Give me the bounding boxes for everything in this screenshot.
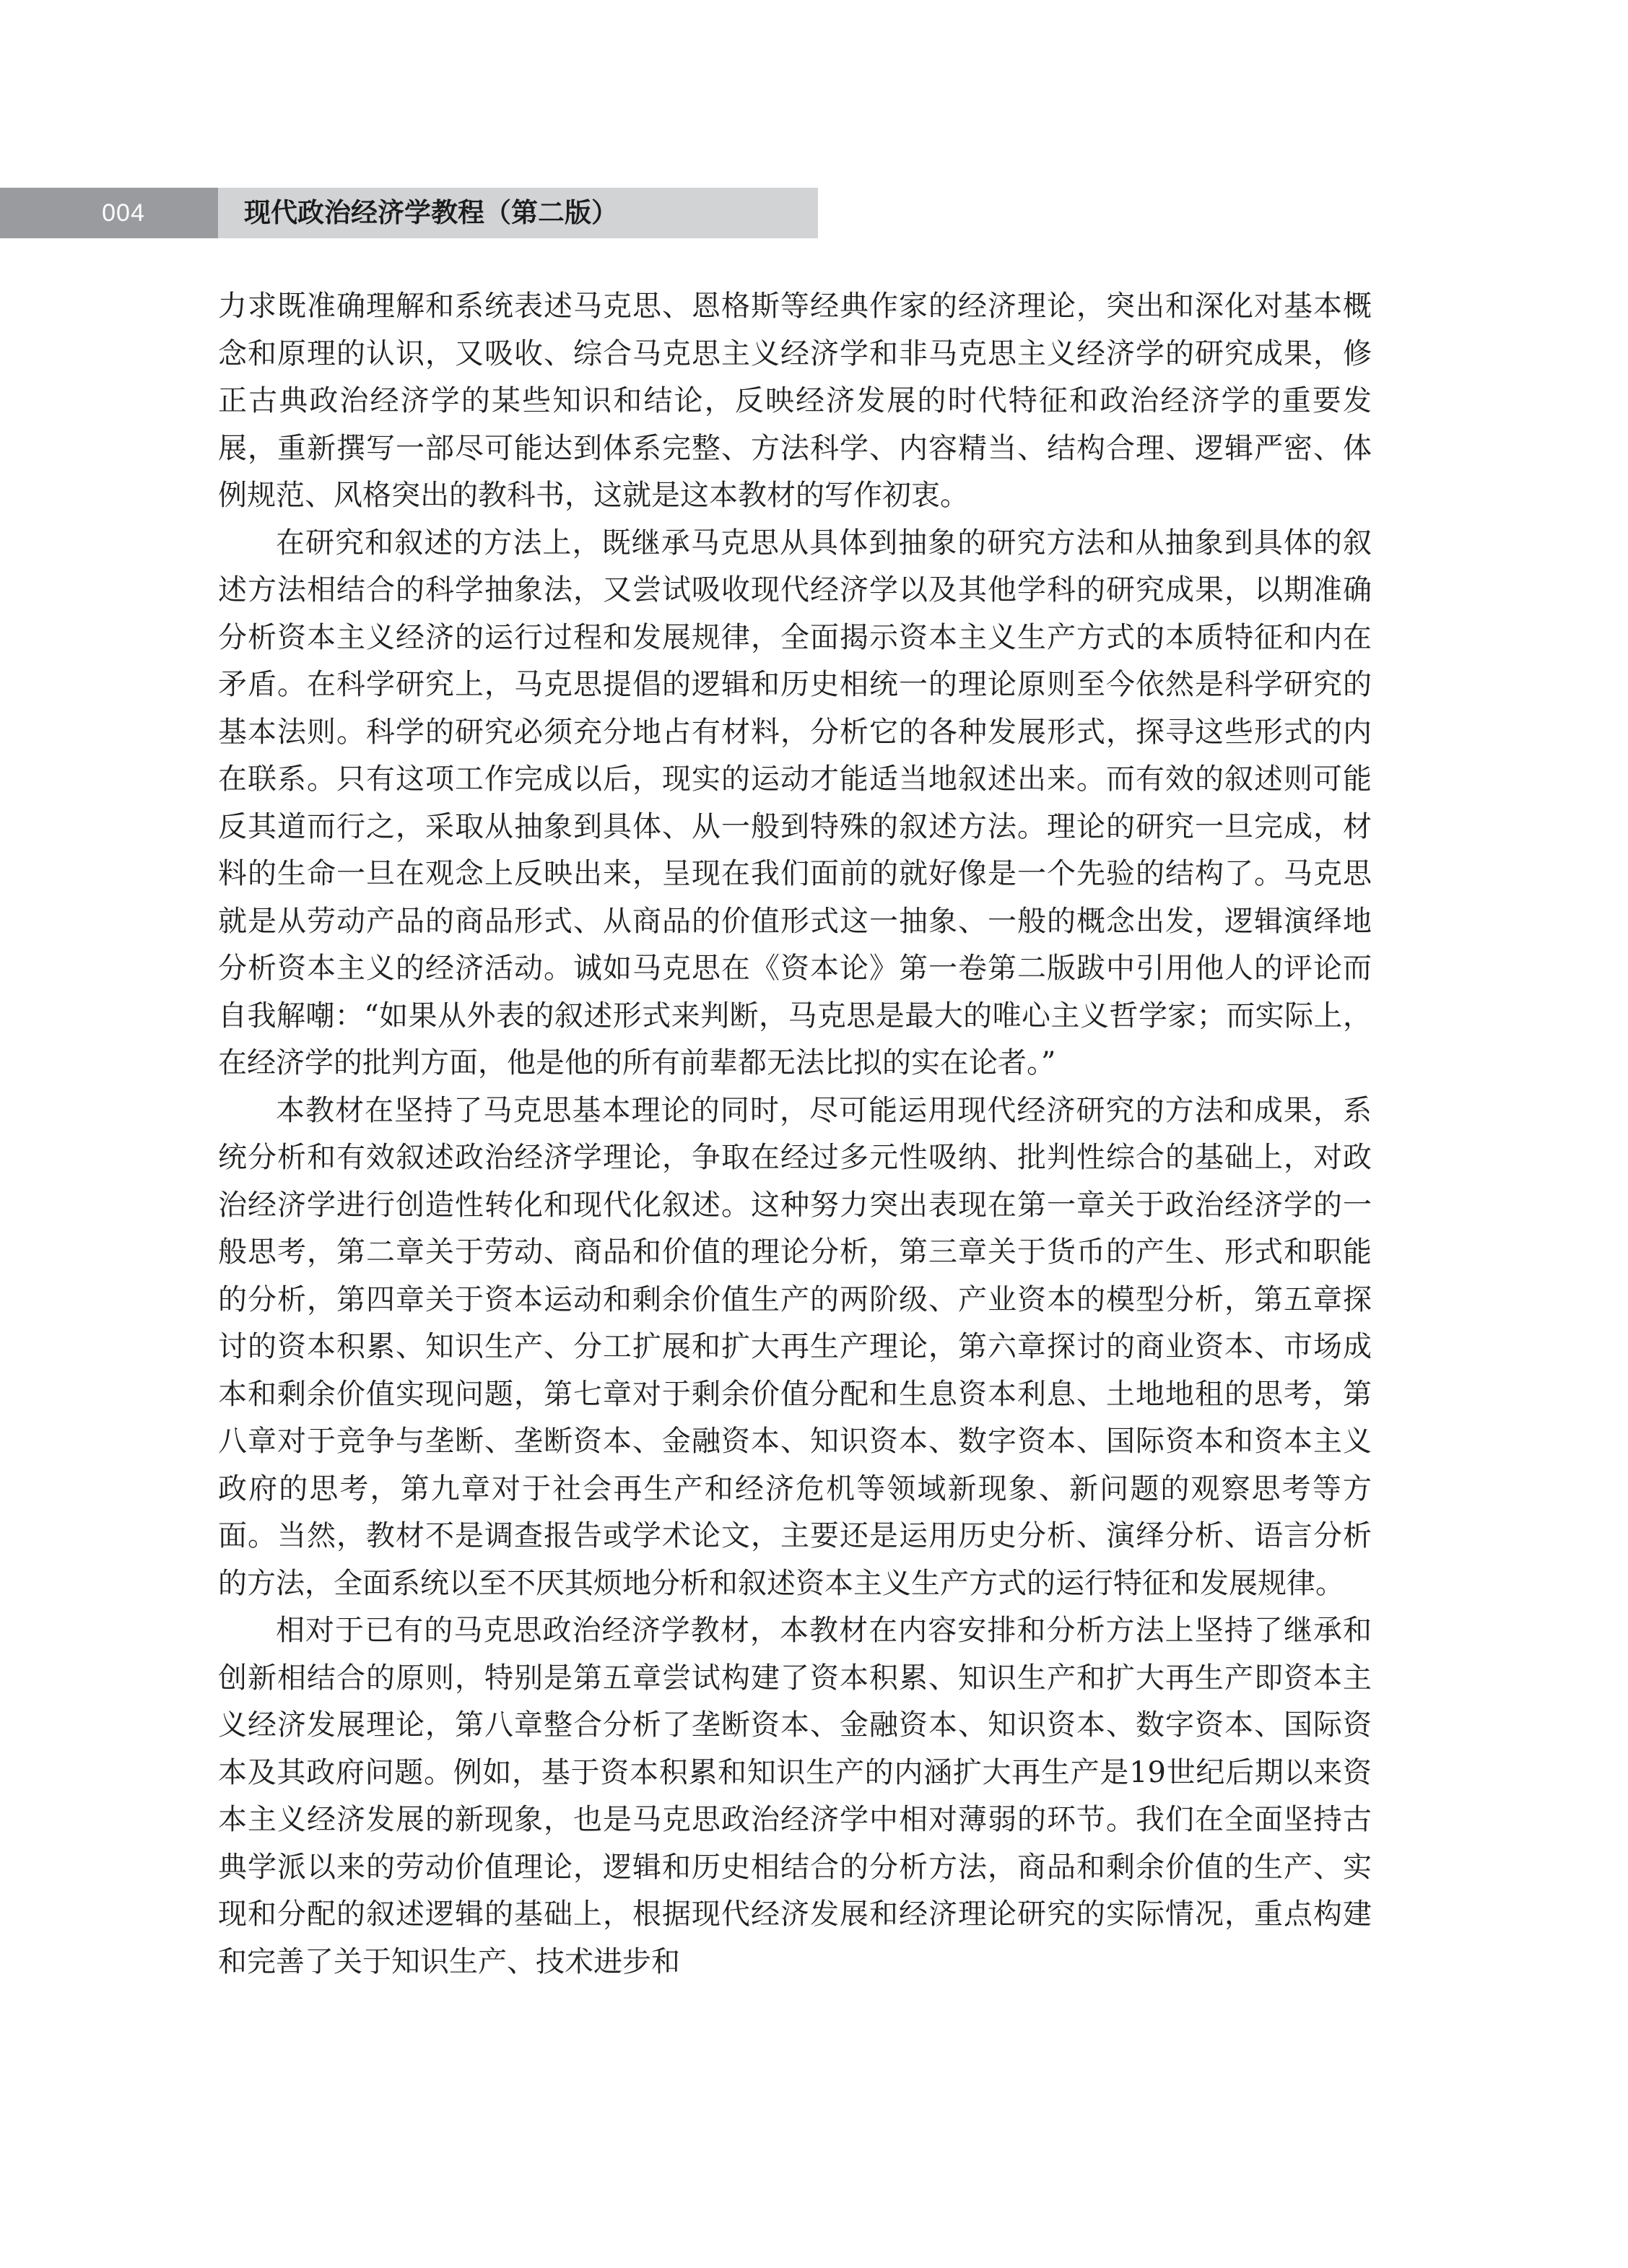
body-text <box>218 283 1372 1986</box>
paragraph-4: 相对于已有的马克思政治经济学教材，本教材在内容安排和分析方法上坚持了继承和创新相结合的原则，特别是第五章尝试构建了资本积累、知识生产和扩大再生产即资本主义经济发展理论，第八章整合分析了垄断资本、金融资本、知识资本、数字资本、国际资本及其政府问题。例如，基于资本积累和知识生产的内涵扩大再生产是19世纪后期以来资本主义经济发展的新现象，也是马克思政治经济学中相对薄弱的环节。我们在全面坚持古典学派以来的劳动价值理论，逻辑和历史相结合的分析方法，商品和剩余价值的生产、实现和分配的叙述逻辑的基础上，根据现代经济发展和经济理论研究的实际情况，重点构建和完善了关于知识生产、技术进步和 <box>218 1614 1372 1978</box>
book-title: 现代政治经济学教程（第二版） <box>244 197 618 228</box>
paragraph-1: 力求既准确理解和系统表述马克思、恩格斯等经典作家的经济理论，突出和深化对基本概念和原理的认识，又吸收、综合马克思主义经济学和非马克思主义经济学的研究成果，修正古典政治经济学的某些知识和结论，反映经济发展的时代特征和政治经济学的重要发展，重新撰写一部尽可能达到体系完整、方法科学、内容精当、结构合理、逻辑严密、体例规范、风格突出的教科书，这就是这本教材的写作初衷。 <box>218 290 1372 512</box>
paragraph-3: 本教材在坚持了马克思基本理论的同时，尽可能运用现代经济研究的方法和成果，系统分析和有效叙述政治经济学理论，争取在经过多元性吸纳、批判性综合的基础上，对政治经济学进行创造性转化和现代化叙述。这种努力突出表现在第一章关于政治经济学的一般思考，第二章关于劳动、商品和价值的理论分析，第三章关于货币的产生、形式和职能的分析，第四章关于资本运动和剩余价值生产的两阶级、产业资本的模型分析，第五章探讨的资本积累、知识生产、分工扩展和扩大再生产理论，第六章探讨的商业资本、市场成本和剩余价值实现问题，第七章对于剩余价值分配和生息资本利息、土地地租的思考，第八章对于竞争与垄断、垄断资本、金融资本、知识资本、数字资本、国际资本和资本主义政府的思考，第九章对于社会再生产和经济危机等领域新现象、新问题的观察思考等方面。当然，教材不是调查报告或学术论文，主要还是运用历史分析、演绎分析、语言分析的方法，全面系统以至不厌其烦地分析和叙述资本主义生产方式的运行特征和发展规律。 <box>218 1093 1372 1600</box>
page-number: 004 <box>102 199 145 227</box>
running-header <box>0 188 818 238</box>
paragraph-2: 在研究和叙述的方法上，既继承马克思从具体到抽象的研究方法和从抽象到具体的叙述方法相结合的科学抽象法，又尝试吸收现代经济学以及其他学科的研究成果，以期准确分析资本主义经济的运行过程和发展规律，全面揭示资本主义生产方式的本质特征和内在矛盾。在科学研究上，马克思提倡的逻辑和历史相统一的理论原则至今依然是科学研究的基本法则。科学的研究必须充分地占有材料，分析它的各种发展形式，探寻这些形式的内在联系。只有这项工作完成以后，现实的运动才能适当地叙述出来。而有效的叙述则可能反其道而行之，采取从抽象到具体、从一般到特殊的叙述方法。理论的研究一旦完成，材料的生命一旦在观念上反映出来，呈现在我们面前的就好像是一个先验的结构了。马克思就是从劳动产品的商品形式、从商品的价值形式这一抽象、一般的概念出发，逻辑演绎地分析资本主义的经济活动。诚如马克思在《资本论》第一卷第二版跋中引用他人的评论而自我解嘲：“如果从外表的叙述形式来判断，马克思是最大的唯心主义哲学家；而实际上，在经济学的批判方面，他是他的所有前辈都无法比拟的实在论者。” <box>218 526 1372 1079</box>
